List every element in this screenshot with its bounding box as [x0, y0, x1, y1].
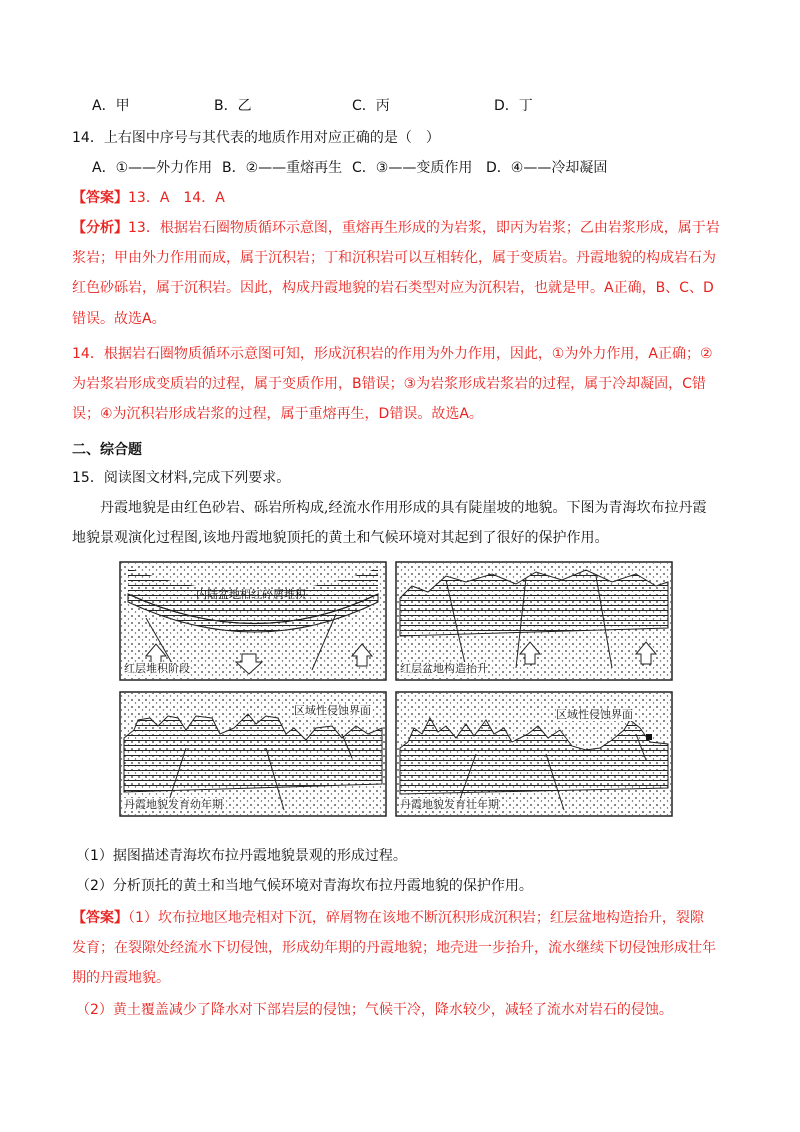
q15-answer-line-4: （2）黄土覆盖减少了降水对下部岩层的侵蚀；气候干冷，降水较少，减轻了流水对岩石的侵蚀。: [76, 1002, 673, 1018]
q15-material-line-2: 地貌景观演化过程图,该地丹霞地貌顶托的黄土和气候环境对其起到了很好的保护作用。: [72, 530, 609, 546]
q14-option-a: A．①——外力作用: [92, 160, 213, 176]
q15-answer-line-3: 期的丹霞地貌。: [72, 970, 170, 986]
analysis-13-line-2: 浆岩；甲由外力作用而成，属于沉积岩；丁和沉积岩可以互相转化，属于变质岩。丹霞地貌的构成岩石为: [72, 250, 716, 266]
q14-option-b: B．②——重熔再生: [222, 160, 343, 176]
analysis-13-line-3: 红色砂砾岩，属于沉积岩。因此，构成丹霞地貌的岩石类型对应为沉积岩，也就是甲。A正确，B、C、D: [72, 280, 714, 296]
q15-answer-line-2: 发育；在裂隙处经流水下切侵蚀，形成幼年期的丹霞地貌；地壳进一步抬升，流水继续下切侵蚀形成壮年: [72, 940, 716, 956]
analysis-tag: 【分析】: [72, 220, 128, 236]
panel-1-title: 内陆盆地相红碎屑堆积: [196, 588, 306, 601]
q13-option-b: B．乙: [214, 98, 252, 114]
panel-3-label: 丹霞地貌发育幼年期: [124, 798, 223, 811]
q15-stem: 15．阅读图文材料,完成下列要求。: [72, 470, 291, 486]
q15-sub-1: （1）据图描述青海坎布拉丹霞地貌景观的形成过程。: [76, 848, 407, 864]
panel-1-label: 红层堆积阶段: [124, 662, 190, 675]
panel-3-annotation: 区域性侵蚀界面: [294, 704, 371, 717]
answer-text: 13．A 14．A: [128, 190, 225, 206]
q15-answer-text-1: （1）坎布拉地区地壳相对下沉，碎屑物在该地不断沉积形成沉积岩；红层盆地构造抬升，裂隙: [128, 910, 704, 926]
analysis-13-line-1: [72, 218, 720, 238]
q14-option-c: C．③——变质作用: [352, 160, 473, 176]
q14-option-d: D．④——冷却凝固: [486, 160, 608, 176]
analysis-14-line-2: 为岩浆岩形成变质岩的过程，属于变质作用，B错误；③为岩浆形成岩浆岩的过程，属于冷却凝固，C错: [72, 376, 706, 392]
q13-option-d: D．丁: [494, 98, 533, 114]
panel-2-label: 红层盆地构造抬升: [400, 662, 488, 675]
q15-material-line-1: 丹霞地貌是由红色砂岩、砾岩所构成,经流水作用形成的具有陡崖坡的地貌。下图为青海坎布拉丹霞: [100, 500, 707, 516]
q13-option-a: A．甲: [92, 98, 130, 114]
analysis-14-line-3: 误；④为沉积岩形成岩浆的过程，属于重熔再生，D错误。故选A。: [72, 406, 483, 422]
q15-sub-2: （2）分析顶托的黄土和当地气候环境对青海坎布拉丹霞地貌的保护作用。: [76, 878, 533, 894]
q13-option-c: C．丙: [352, 98, 390, 114]
q14-stem: 14．上右图中序号与其代表的地质作用对应正确的是（ ）: [72, 130, 440, 146]
panel-4-label: 丹霞地貌发育壮年期: [400, 798, 499, 811]
q15-answer-tag: 【答案】: [72, 910, 128, 926]
danxia-evolution-diagram: [116, 558, 676, 820]
analysis-14-line-1: 14．根据岩石圈物质循环示意图可知，形成沉积岩的作用为外力作用，因此，①为外力作用，A正确；②: [72, 346, 713, 362]
answer-13-14: [72, 188, 225, 208]
panel-4-annotation: 区域性侵蚀界面: [556, 708, 633, 721]
q15-answer-line-1: [72, 908, 704, 928]
section-title: 二、综合题: [72, 442, 142, 458]
answer-tag: 【答案】: [72, 190, 128, 206]
analysis-13-line-4: 错误。故选A。: [72, 311, 166, 327]
analysis-13-text-1: 13．根据岩石圈物质循环示意图，重熔再生形成的为岩浆，即丙为岩浆；乙由岩浆形成，属于岩: [128, 220, 720, 236]
